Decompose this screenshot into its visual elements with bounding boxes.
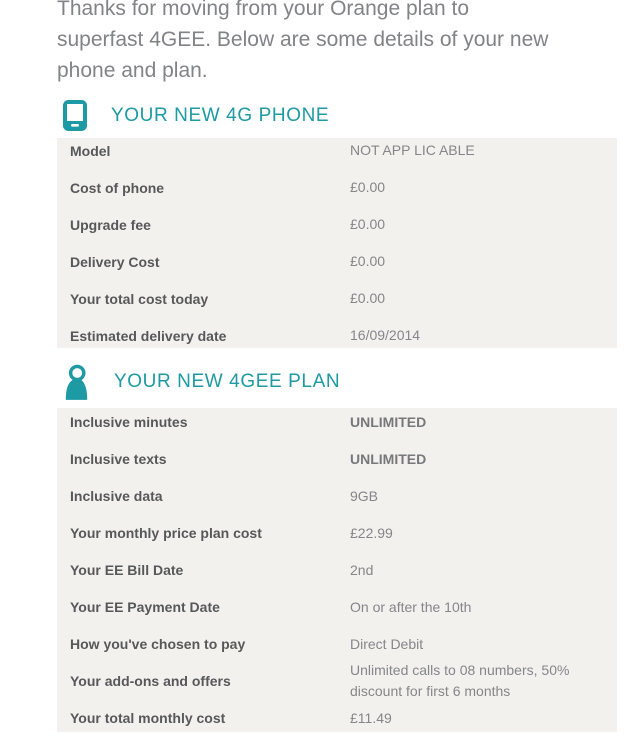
row-value: Unlimited calls to 08 numbers, 50% discount for first 6 months <box>350 662 570 699</box>
section-heading: YOUR NEW 4GEE PLAN <box>114 371 341 392</box>
row-value: NOT APP LIC ABLE <box>350 142 475 158</box>
row-value: UNLIMITED <box>350 450 427 467</box>
table-row <box>57 280 617 317</box>
table-row <box>57 663 617 700</box>
row-label: How you've chosen to pay <box>70 636 246 652</box>
intro-line: superfast 4GEE. Below are some details of your new <box>57 28 549 51</box>
row-label: Estimated delivery date <box>70 327 227 344</box>
row-label: Inclusive data <box>70 488 163 504</box>
row-label: Your total monthly cost <box>70 710 226 726</box>
row-label: Model <box>70 142 111 159</box>
table-row <box>57 441 617 478</box>
row-value: £0.00 <box>350 216 386 232</box>
row-label: Your total cost today <box>70 290 209 307</box>
table-row <box>57 132 617 169</box>
intro-line: Thanks for moving from your Orange plan to <box>57 0 470 20</box>
table-row <box>57 404 617 441</box>
table-row <box>57 700 617 737</box>
row-value: UNLIMITED <box>350 413 427 430</box>
table-row <box>57 169 617 206</box>
row-value: £0.00 <box>350 253 386 269</box>
section-heading: YOUR NEW 4G PHONE <box>111 104 330 126</box>
table-row <box>57 515 617 552</box>
table-row <box>57 317 617 354</box>
row-label: Cost of phone <box>70 179 165 196</box>
intro-text <box>57 0 627 86</box>
row-label: Your EE Bill Date <box>70 562 184 578</box>
row-label: Inclusive texts <box>70 451 167 467</box>
row-label: Upgrade fee <box>70 216 151 233</box>
row-value: 2nd <box>350 561 374 578</box>
row-value: £22.99 <box>350 524 393 541</box>
row-value: 9GB <box>350 487 379 504</box>
row-label: Your EE Payment Date <box>70 599 220 615</box>
row-value: 16/09/2014 <box>350 327 421 343</box>
row-value: £0.00 <box>350 290 386 306</box>
row-value: On or after the 10th <box>350 598 472 615</box>
person-icon <box>63 364 90 400</box>
table-row <box>57 478 617 515</box>
intro-line: phone and plan. <box>57 59 208 82</box>
row-label: Inclusive minutes <box>70 414 188 430</box>
table-row <box>57 626 617 663</box>
row-label: Your monthly price plan cost <box>70 525 262 541</box>
phone-details-table <box>57 138 617 348</box>
row-value: £11.49 <box>350 709 392 726</box>
phone-icon <box>63 100 87 131</box>
row-value: £0.00 <box>350 179 386 195</box>
row-value: Direct Debit <box>350 635 424 652</box>
plan-details-table <box>57 408 617 732</box>
table-row <box>57 552 617 589</box>
phone-section-header <box>63 100 329 131</box>
row-label: Your add-ons and offers <box>70 673 231 689</box>
table-row <box>57 243 617 280</box>
plan-section-header <box>63 364 340 400</box>
table-row <box>57 206 617 243</box>
row-label: Delivery Cost <box>70 253 160 270</box>
table-row <box>57 589 617 626</box>
